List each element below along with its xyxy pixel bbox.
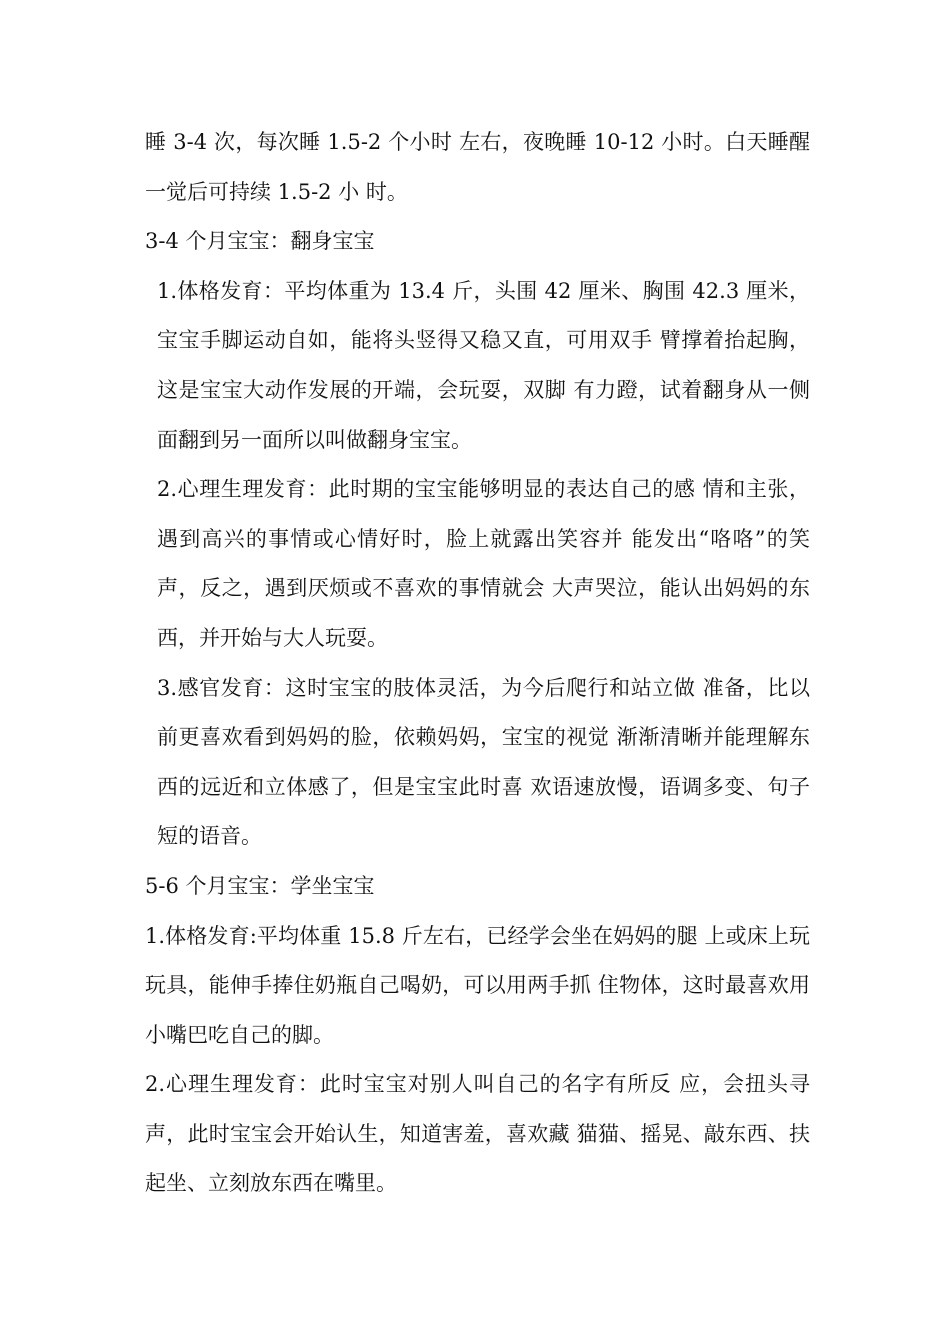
paragraph-physical-development-3-4: 1.体格发育：平均体重为 13.4 斤，头围 42 厘米、胸围 42.3 厘米，宝宝手脚运动自如，能将头竖得又稳又直，可用双手 臂撑着抬起胸，这是宝宝大动作发展的开端，会玩耍，双脚 有力蹬，试着翻身从一侧面翻到另一面所以叫做翻身宝宝。 — [157, 278, 810, 452]
paragraph-physical-development-5-6: 1.体格发育:平均体重 15.8 斤左右，已经学会坐在妈妈的腿 上或床上玩玩具，能伸手捧住奶瓶自己喝奶，可以用两手抓 住物体，这时最喜欢用小嘴巴吃自己的脚。 — [145, 923, 810, 1047]
paragraph-sleep: 睡 3-4 次，每次睡 1.5-2 个小时 左右，夜晚睡 10-12 小时。白天睡醒一觉后可持续 1.5-2 小 时。 — [145, 130, 810, 204]
section-heading-5-6-months: 5-6 个月宝宝：学坐宝宝 — [145, 873, 375, 898]
section-heading-3-4-months: 3-4 个月宝宝：翻身宝宝 — [145, 229, 375, 254]
paragraph-psych-development-5-6: 2.心理生理发育：此时宝宝对别人叫自己的名字有所反 应，会扭头寻声，此时宝宝会开始认生，知道害羞，喜欢藏 猫猫、摇晃、敲东西、扶起坐、立刻放东西在嘴里。 — [145, 1072, 810, 1196]
paragraph-psych-development-3-4: 2.心理生理发育：此时期的宝宝能够明显的表达自己的感 情和主张，遇到高兴的事情或心情好时，脸上就露出笑容并 能发出“咯咯”的笑声，反之，遇到厌烦或不喜欢的事情就会 大声哭泣，能认出妈妈的东西，并开始与大人玩耍。 — [157, 477, 810, 650]
document-page — [145, 118, 810, 1209]
paragraph-sensory-development-3-4: 3.感官发育：这时宝宝的肢体灵活，为今后爬行和站立做 准备，比以前更喜欢看到妈妈的脸，依赖妈妈，宝宝的视觉 渐渐清晰并能理解东西的远近和立体感了，但是宝宝此时喜 欢语速放慢，语调多变、句子短的语音。 — [157, 675, 810, 849]
